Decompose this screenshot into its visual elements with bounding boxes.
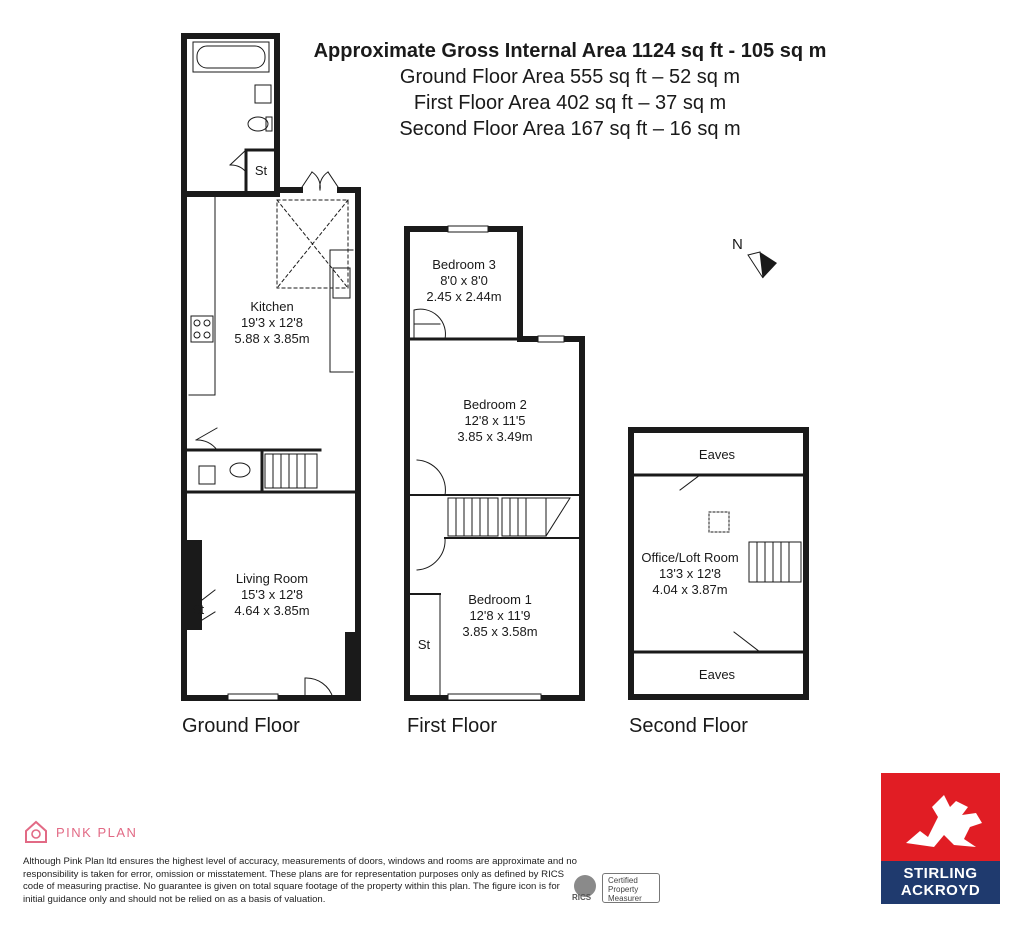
eaves-bottom-label: Eaves xyxy=(698,667,736,682)
agent-name-line-2: ACKROYD xyxy=(900,882,981,899)
north-label: N xyxy=(732,236,743,253)
gross-area: Approximate Gross Internal Area 1124 sq ft - 105 sq m xyxy=(313,40,827,62)
bedroom-1-room xyxy=(462,592,537,640)
pink-plan-brand: PINK PLAN xyxy=(56,825,138,840)
store-label-living: St xyxy=(191,602,205,617)
second-floor-area: Second Floor Area 167 sq ft – 16 sq m xyxy=(399,118,741,140)
badge-line-1: Certified xyxy=(608,876,638,885)
room-name: Living Room xyxy=(235,571,309,586)
room-metric: 2.45 x 2.44m xyxy=(426,289,502,304)
pink-plan-logo-icon xyxy=(23,819,49,845)
agent-name-line-1: STIRLING xyxy=(903,865,978,882)
store-label-ground-top: St xyxy=(254,163,268,178)
rics-mark: RICS xyxy=(572,893,592,902)
room-imperial: 19'3 x 12'8 xyxy=(240,315,304,330)
agent-name xyxy=(881,861,1000,904)
room-imperial: 8'0 x 8'0 xyxy=(440,273,488,288)
room-name: Office/Loft Room xyxy=(641,550,739,565)
stirling-ackroyd-logo xyxy=(881,773,1000,904)
room-name: Bedroom 3 xyxy=(432,257,496,272)
kitchen-room xyxy=(234,299,309,347)
room-metric: 4.64 x 3.85m xyxy=(234,603,310,618)
badge-line-3: Measurer xyxy=(608,894,642,903)
rics-badge xyxy=(568,871,660,905)
bedroom-2-room xyxy=(457,397,532,445)
griffin-icon xyxy=(898,787,988,853)
north-arrow-icon xyxy=(748,252,777,278)
bedroom-3-room xyxy=(426,257,501,305)
store-label-first: St xyxy=(417,637,431,652)
first-floor-area: First Floor Area 402 sq ft – 37 sq m xyxy=(413,92,727,114)
room-metric: 4.04 x 3.87m xyxy=(652,582,728,597)
first-floor-label: First Floor xyxy=(407,715,497,737)
ground-floor-area: Ground Floor Area 555 sq ft – 52 sq m xyxy=(399,66,741,88)
room-name: Kitchen xyxy=(250,299,294,314)
certified-measurer-label xyxy=(602,873,660,903)
room-imperial: 12'8 x 11'5 xyxy=(464,413,526,428)
badge-line-2: Property xyxy=(608,885,639,894)
room-imperial: 15'3 x 12'8 xyxy=(240,587,304,602)
room-metric: 3.85 x 3.49m xyxy=(457,429,533,444)
office-loft-room xyxy=(641,550,738,598)
living-room xyxy=(234,571,309,619)
eaves-top-label: Eaves xyxy=(698,447,736,462)
room-metric: 3.85 x 3.58m xyxy=(462,624,538,639)
room-imperial: 13'3 x 12'8 xyxy=(658,566,722,581)
griffin-panel xyxy=(881,773,1000,861)
room-name: Bedroom 1 xyxy=(468,592,532,607)
room-name: Bedroom 2 xyxy=(463,397,527,412)
room-metric: 5.88 x 3.85m xyxy=(234,331,310,346)
ground-floor-label: Ground Floor xyxy=(182,715,300,737)
disclaimer-text: Although Pink Plan ltd ensures the highest level of accuracy, measurements of doors, windows and rooms are approximate and no responsibility is taken for error, omission or misstatement. These plans are for representation purposes only as defined by RICS code of measuring practise. No guarantee is given on total square footage of the property within this plan. The figure icon is for initial guidance only and should not be relied on as a basis of valuation. xyxy=(23,856,577,905)
second-floor-label: Second Floor xyxy=(629,715,748,737)
room-imperial: 12'8 x 11'9 xyxy=(469,608,531,623)
